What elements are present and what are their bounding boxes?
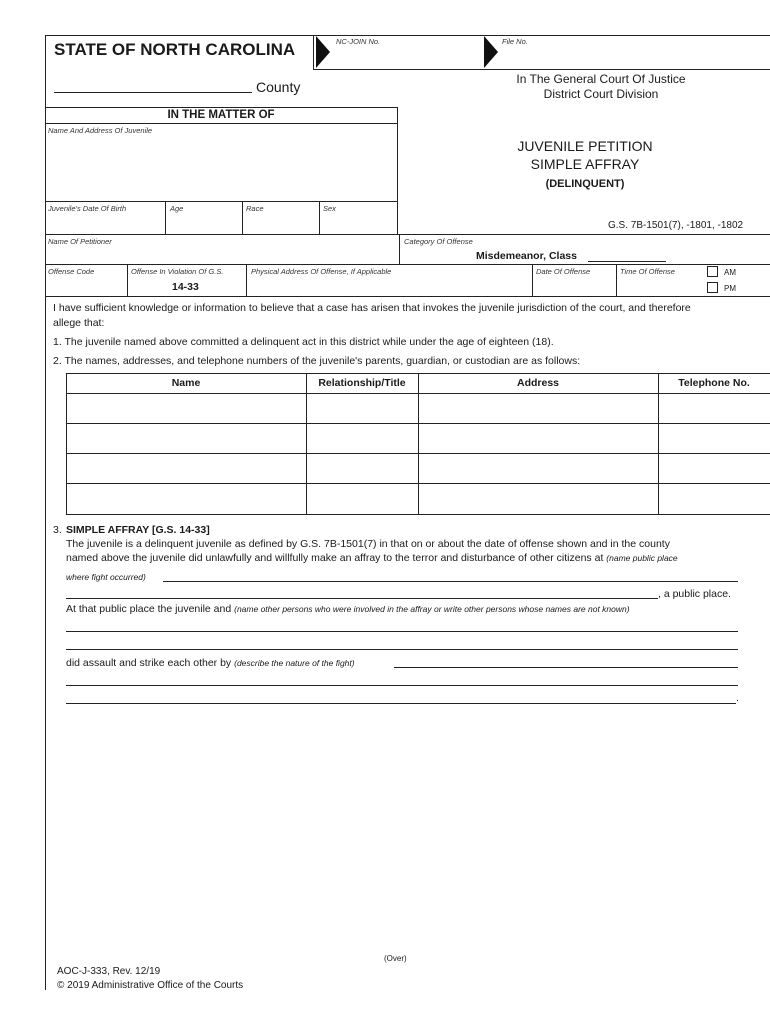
col-header-telephone: Telephone No. bbox=[678, 377, 750, 389]
title-line-1: JUVENILE PETITION bbox=[517, 138, 653, 154]
table-row[interactable] bbox=[67, 454, 769, 483]
pm-checkbox[interactable] bbox=[707, 282, 718, 293]
intro-line-1: I have sufficient knowledge or information to believe that a case has arisen that invokes the juvenile jurisdiction of the court, and therefore bbox=[53, 302, 691, 314]
rule bbox=[532, 264, 533, 296]
table-row[interactable] bbox=[67, 394, 769, 423]
rule bbox=[616, 264, 617, 296]
rule bbox=[45, 264, 770, 265]
section3-line-7 bbox=[66, 657, 355, 669]
violation-label: Offense In Violation Of G.S. bbox=[131, 267, 224, 276]
fight-nature-field-3[interactable] bbox=[66, 703, 736, 704]
rule bbox=[45, 201, 397, 202]
rule bbox=[165, 201, 166, 234]
other-persons-field-1[interactable] bbox=[66, 631, 738, 632]
rule bbox=[45, 123, 397, 124]
section3-line-2-italic: (name public place bbox=[606, 553, 678, 563]
sex-label: Sex bbox=[323, 204, 336, 213]
court-line-2: District Court Division bbox=[543, 87, 659, 101]
offense-code-label: Offense Code bbox=[48, 267, 95, 276]
table-row[interactable] bbox=[67, 424, 769, 453]
col-header-name: Name bbox=[171, 377, 201, 389]
section3-line-2-text: named above the juvenile did unlawfully and willfully make an affray to the terror and disturbance of other citizens at bbox=[66, 552, 604, 564]
item-1: 1. The juvenile named above committed a delinquent act in this district while under the age of eighteen (18). bbox=[53, 336, 554, 348]
copyright: © 2019 Administrative Office of the Courts bbox=[57, 980, 244, 991]
rule bbox=[319, 201, 320, 234]
rule bbox=[127, 264, 128, 296]
col-header-address: Address bbox=[516, 377, 559, 389]
rule bbox=[246, 264, 247, 296]
intro-line-2: allege that: bbox=[53, 317, 105, 329]
class-field[interactable] bbox=[588, 261, 666, 262]
statute-reference: G.S. 7B-1501(7), -1801, -1802 bbox=[608, 220, 744, 231]
court-line-1: In The General Court Of Justice bbox=[516, 72, 686, 86]
race-label: Race bbox=[246, 204, 264, 213]
am-checkbox[interactable] bbox=[707, 266, 718, 277]
age-label: Age bbox=[170, 204, 184, 213]
petitioner-label: Name Of Petitioner bbox=[48, 237, 112, 246]
date-offense-label: Date Of Offense bbox=[536, 267, 591, 276]
county-field[interactable] bbox=[54, 92, 252, 93]
ncjoin-arrow-icon bbox=[316, 36, 330, 68]
section3-line-5-text: At that public place the juvenile and bbox=[66, 603, 232, 615]
section3-line-7-italic: (describe the nature of the fight) bbox=[234, 658, 355, 668]
section3-line-2 bbox=[66, 552, 678, 564]
public-place-text: , a public place. bbox=[658, 588, 731, 600]
name-address-label: Name And Address Of Juvenile bbox=[48, 126, 153, 135]
juvenile-name-address-field[interactable] bbox=[46, 136, 396, 200]
matter-heading: IN THE MATTER OF bbox=[167, 109, 275, 121]
public-place-field-2[interactable] bbox=[66, 598, 658, 599]
table-row[interactable] bbox=[67, 484, 769, 514]
section3-line-3-italic: where fight occurred) bbox=[66, 572, 146, 582]
parents-table bbox=[66, 373, 770, 515]
title-line-3: (DELINQUENT) bbox=[545, 178, 625, 190]
over-note: (Over) bbox=[384, 954, 407, 963]
section3-line-7-text: did assault and strike each other by bbox=[66, 657, 232, 669]
rule bbox=[45, 234, 770, 235]
fight-nature-field-1[interactable] bbox=[394, 667, 738, 668]
am-label: AM bbox=[724, 268, 736, 277]
form-number: AOC-J-333, Rev. 12/19 bbox=[57, 966, 161, 977]
page-top-border bbox=[45, 35, 770, 36]
category-value: Misdemeanor, Class bbox=[476, 250, 577, 262]
ncjoin-label: NC-JOIN No. bbox=[336, 37, 381, 46]
pm-label: PM bbox=[724, 284, 736, 293]
rule bbox=[397, 107, 398, 234]
category-label: Category Of Offense bbox=[404, 237, 473, 246]
offense-address-label: Physical Address Of Offense, If Applicable bbox=[251, 267, 392, 276]
section3-number: 3. bbox=[53, 524, 62, 536]
fight-nature-field-2[interactable] bbox=[66, 685, 738, 686]
state-title: STATE OF NORTH CAROLINA bbox=[54, 40, 296, 59]
section3-line-1: The juvenile is a delinquent juvenile as defined by G.S. 7B-1501(7) in that on or about the date of offense shown and in the county bbox=[66, 538, 670, 550]
time-offense-label: Time Of Offense bbox=[620, 267, 675, 276]
final-period: . bbox=[736, 692, 739, 704]
rule bbox=[45, 296, 770, 297]
rule bbox=[242, 201, 243, 234]
other-persons-field-2[interactable] bbox=[66, 649, 738, 650]
title-line-2: SIMPLE AFFRAY bbox=[530, 156, 640, 172]
section3-heading: SIMPLE AFFRAY [G.S. 14-33] bbox=[66, 524, 210, 536]
item-2: 2. The names, addresses, and telephone numbers of the juvenile's parents, guardian, or custodian are as follows: bbox=[53, 355, 581, 367]
section3-line-5 bbox=[66, 603, 630, 615]
file-arrow-icon bbox=[484, 36, 498, 68]
rule bbox=[399, 234, 400, 264]
section3-line-5-italic: (name other persons who were involved in the affray or write other persons whose names are not known) bbox=[234, 604, 630, 614]
file-label: File No. bbox=[502, 37, 528, 46]
violation-value: 14-33 bbox=[172, 281, 199, 293]
col-header-relationship: Relationship/Title bbox=[318, 377, 406, 389]
rule bbox=[45, 107, 397, 108]
public-place-field-1[interactable] bbox=[163, 581, 738, 582]
dob-label: Juvenile's Date Of Birth bbox=[48, 204, 127, 213]
header-divider bbox=[313, 35, 314, 69]
county-label: County bbox=[256, 79, 301, 95]
file-number-line bbox=[313, 69, 770, 70]
